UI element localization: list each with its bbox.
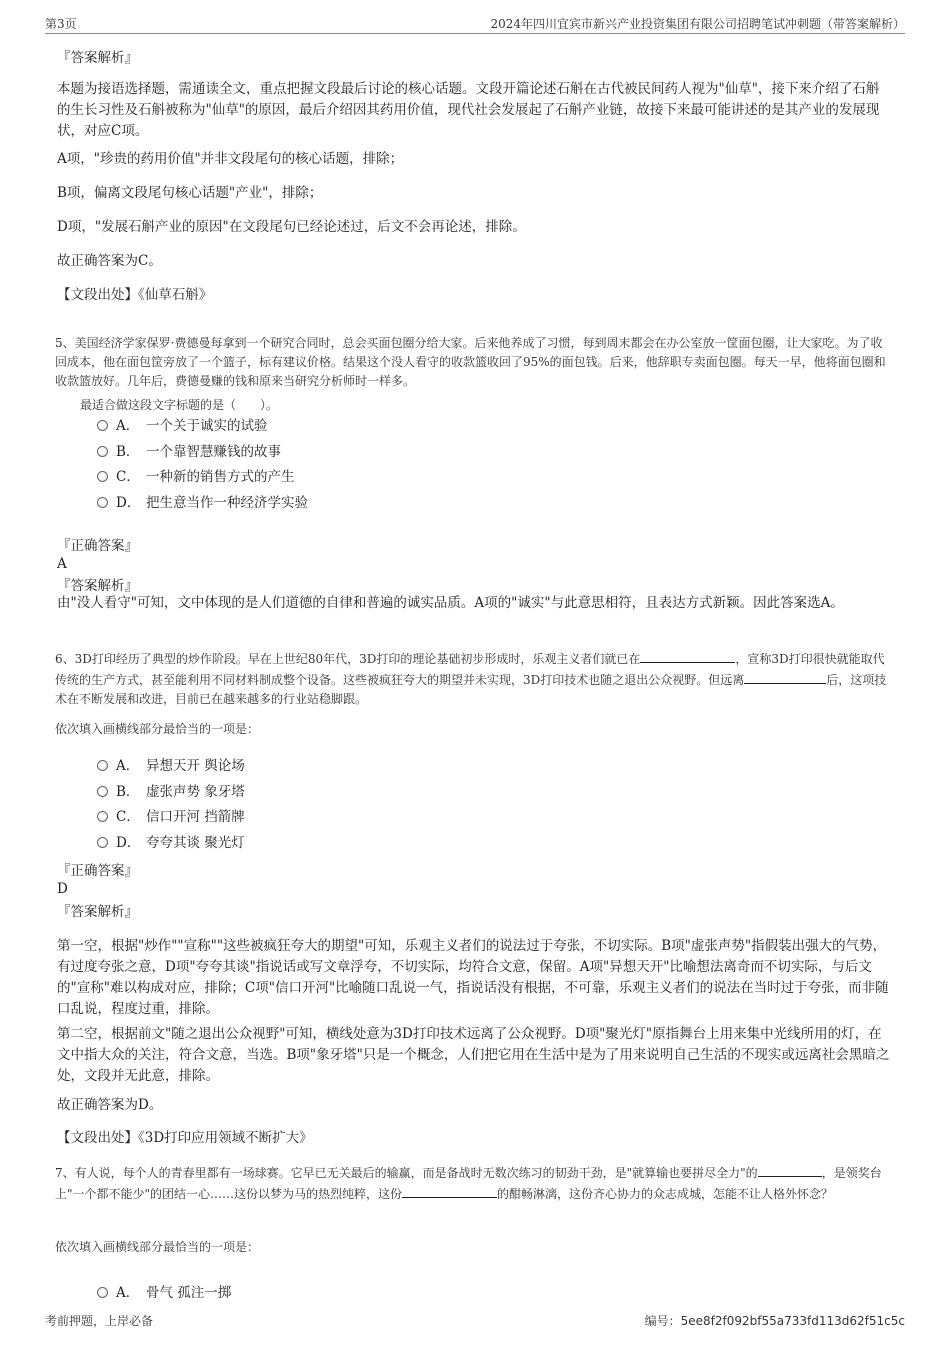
q4-source: 【文段出处】《仙草石斛》 <box>57 287 213 303</box>
q6-analysis-heading: 『答案解析』 <box>57 904 138 920</box>
q5-answer: A <box>57 556 67 572</box>
q4-analysis-heading: 『答案解析』 <box>57 50 138 66</box>
q5-analysis: 由"没人看守"可知，文中体现的是人们道德的自律和普遍的诚实品质。A项的"诚实"与此意思相符，且表达方式新颖。因此答案选A。 <box>57 595 844 611</box>
radio-icon[interactable] <box>97 471 108 482</box>
radio-icon[interactable] <box>97 837 108 848</box>
q5-answer-heading: 『正确答案』 <box>57 538 138 554</box>
q5-option-c[interactable]: C． 一种新的销售方式的产生 <box>97 467 295 487</box>
q6-blank-1 <box>640 648 735 663</box>
q4-analysis-option-a: A项，"珍贵的药用价值"并非文段尾句的核心话题，排除； <box>57 151 404 167</box>
q6-option-c[interactable]: C． 信口开河 挡箭牌 <box>97 807 245 827</box>
q4-conclusion: 故正确答案为C。 <box>57 253 162 269</box>
radio-icon[interactable] <box>97 760 108 771</box>
q5-analysis-heading: 『答案解析』 <box>57 578 138 594</box>
q4-analysis-option-d: D项，"发展石斛产业的原因"在文段尾句已经论述过，后文不会再论述，排除。 <box>57 219 526 235</box>
page-footer <box>45 1312 905 1330</box>
q4-analysis-option-b: B项，偏离文段尾句核心话题"产业"，排除； <box>57 185 323 201</box>
q6-conclusion: 故正确答案为D。 <box>57 1097 163 1113</box>
page-header <box>45 13 905 34</box>
q6-stem: 6、3D打印经历了典型的炒作阶段。早在上世纪80年代，3D打印的理论基础初步形成时，乐观主义者们就已在 ，宣称3D打印很快就能取代传统的生产方式，甚至能利用不同材料制成整个设备。这些被疯狂夸大的期望并未实现，3D打印技术也随之退出公众视野。但远离 后，这项技术在不断发展和改进，目前已在越来越多的行业站稳脚跟。 <box>55 648 890 709</box>
q5-option-d[interactable]: D． 把生意当作一种经济学实验 <box>97 493 308 513</box>
q6-analysis-paragraph-1: 第一空，根据"炒作""宣称""这些被疯狂夸大的期望"可知，乐观主义者们的说法过于夸张，不切实际。B项"虚张声势"指假装出强大的气势，有过度夸张之意，D项"夸夸其谈"指说话或写文章浮夸，不切实际，均符合文意，保留。A项"异想天开"比喻想法离奇而不切实际，与后文的"宣称"难以构成对应，排除；C项"信口开河"比喻随口乱说一气，指说话没有根据，不可靠，乐观主义者们的说法在当时过于夸张，而非随口乱说，程度过重，排除。 <box>57 938 889 1017</box>
radio-icon[interactable] <box>97 420 108 431</box>
q5-stem: 5、美国经济学家保罗·费德曼每拿到一个研究合同时，总会买面包圈分给大家。后来他养成了习惯，每到周末都会在办公室放一筐面包圈，让大家吃。为了收回成本，他在面包筐旁放了一个篮子，标有建议价格。结果这个没人看守的收款篮收回了95%的面包钱。后来，他辞职专卖面包圈。每天一早，他将面包圈和收款篮放好。几年后，费德曼赚的钱和原来当研究分析师时一样多。 <box>55 336 886 388</box>
q6-answer-heading: 『正确答案』 <box>57 863 138 879</box>
q5-option-b[interactable]: B． 一个靠智慧赚钱的故事 <box>97 442 281 462</box>
q6-blank-2 <box>744 669 826 684</box>
radio-icon[interactable] <box>97 446 108 457</box>
q6-option-a[interactable]: A． 异想天开 舆论场 <box>97 756 245 776</box>
q7-stem: 7、有人说，每个人的青春里都有一场球赛。它早已无关最后的输赢，而是备战时无数次练习的韧劲干劲，是"就算输也要拼尽全力"的 ，是领奖台上"一个都不能少"的团结一心……这份以梦为马的热烈纯粹，这份 的酣畅淋漓，这份齐心协力的众志成城，怎能不让人格外怀念？ <box>55 1162 890 1204</box>
radio-icon[interactable] <box>97 811 108 822</box>
page-number: 第3页 <box>45 17 77 31</box>
radio-icon[interactable] <box>97 1287 108 1298</box>
q6-answer: D <box>57 881 68 897</box>
radio-icon[interactable] <box>97 497 108 508</box>
radio-icon[interactable] <box>97 786 108 797</box>
document-title: 2024年四川宜宾市新兴产业投资集团有限公司招聘笔试冲刺题（带答案解析） <box>490 17 905 31</box>
footer-motto: 考前押题，上岸必备 <box>45 1314 154 1328</box>
q6-analysis-paragraph-2: 第二空，根据前文"随之退出公众视野"可知，横线处意为3D打印技术远离了公众视野。D项"聚光灯"原指舞台上用来集中光线所用的灯，在文中指大众的关注，符合文意，当选。B项"象牙塔"只是一个概念，人们把它用在生活中是为了用来说明自己生活的不现实或远离社会黑暗之处，文段并无此意，排除。 <box>57 1026 890 1084</box>
q6-prompt: 依次填入画横线部分最恰当的一项是： <box>55 722 260 736</box>
q4-analysis-paragraph: 本题为接语选择题，需通读全文，重点把握文段最后讨论的核心话题。文段开篇论述石斛在古代被民间药人视为"仙草"，接下来介绍了石斛的生长习性及石斛被称为"仙草"的原因，最后介绍因其药用价值，现代社会发展起了石斛产业链，故接下来最可能讲述的是其产业的发展现状，对应C项。 <box>57 81 880 139</box>
q7-prompt: 依次填入画横线部分最恰当的一项是： <box>55 1240 260 1254</box>
q7-option-a[interactable]: A． 骨气 孤注一掷 <box>97 1283 231 1303</box>
q5-option-a[interactable]: A． 一个关于诚实的试验 <box>97 416 268 436</box>
q7-blank-1 <box>758 1162 822 1177</box>
document-serial: 编号：5ee8f2f092bf55a733fd113d62f51c5c <box>644 1314 905 1328</box>
q6-option-d[interactable]: D． 夸夸其谈 聚光灯 <box>97 833 245 853</box>
q5-prompt: 最适合做这段文字标题的是（ ）。 <box>80 398 279 412</box>
q6-option-b[interactable]: B． 虚张声势 象牙塔 <box>97 782 245 802</box>
q6-source: 【文段出处】《3D打印应用领域不断扩大》 <box>57 1130 313 1146</box>
q7-blank-2 <box>402 1183 497 1198</box>
